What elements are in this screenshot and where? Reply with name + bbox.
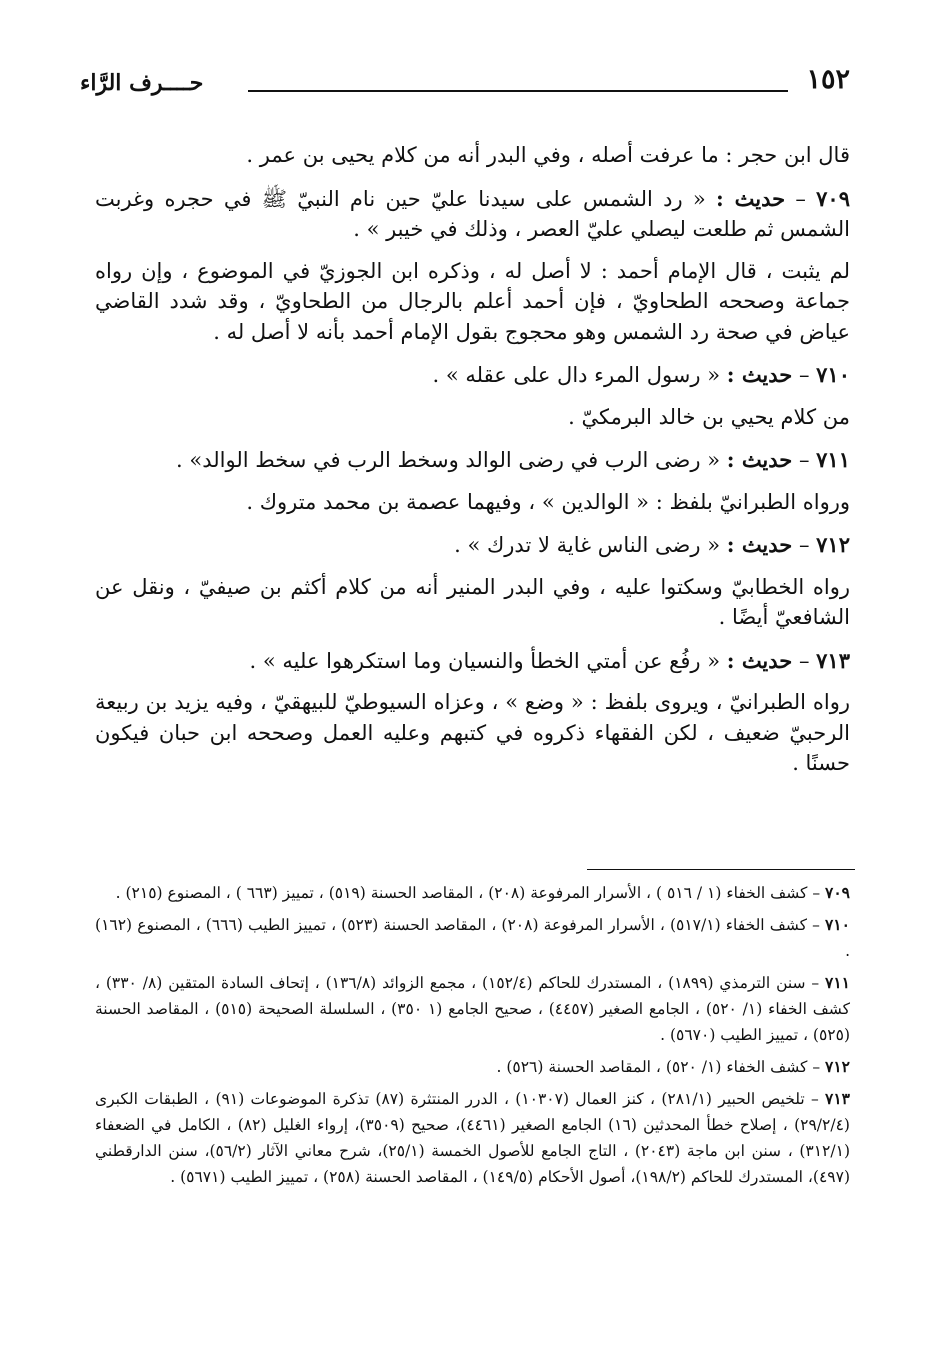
footnote-text: كشف الخفاء (٥١٧/١) ، الأسرار المرفوعة (٢٠٨) ، المقاصد الحسنة (٥٢٣) ، تمييز الطيب (٦٦٦) ، المصنوع (١٦٢) . [95, 916, 850, 960]
paragraph-text: ورواه الطبرانيّ بلفظ : « الوالدين » ، وفيهما عصمة بن محمد متروك . [246, 489, 850, 514]
hadith-number: ٧١٣ [816, 647, 850, 673]
footnote-separator [587, 869, 855, 870]
footnote: ٧١٢ – كشف الخفاء (١/ ٥٢٠) ، المقاصد الحسنة (٥٢٦) . [496, 1057, 850, 1076]
hadith-number: ٧١٠ [816, 362, 850, 387]
chapter-title: حــــرف الرَّاء [80, 70, 204, 96]
hadith-label: حديث : [715, 185, 786, 211]
hadith-text: « رسول المرء دال على عقله » . [432, 363, 721, 387]
footnote-text: سنن الترمذي (١٨٩٩) ، المستدرك للحاكم (١٥٢/٤) ، مجمع الزوائد (١٣٦/٨) ، إتحاف السادة المتقين (٨/ ٣٣٠) ، كشف الخفاء (١/ ٥٢٠) ، الجامع الصغير (٤٤٥٧) ، صحيح الجامع (١ ٣٥٠) ، السلسلة الصحيحة (٥١٥) ، المقاصد الحسنة (٥٢٥) ، تمييز الطيب (٥٦٧٠) . [95, 974, 851, 1044]
page-number: ١٥٢ [806, 64, 850, 95]
hadith-entry: ٧١٣ – حديث : « رفُع عن أمتي الخطأ والنسيان وما استكرهوا عليه » . [249, 647, 850, 673]
hadith-text: « رضى الرب في رضى الوالد وسخط الرب في سخط الوالد» . [176, 448, 721, 472]
main-text [95, 140, 850, 792]
paragraph [95, 140, 850, 171]
hadith-entry: ٧١١ – حديث : « رضى الرب في رضى الوالد وسخط الرب في سخط الوالد» . [176, 447, 850, 472]
footnote-text: كشف الخفاء (١ / ٥١٦ ) ، الأسرار المرفوعة (٢٠٨) ، المقاصد الحسنة (٥١٩) ، تمييز (٦٦٣ ) ، المصنوع (٢١٥) . [115, 884, 808, 902]
paragraph [95, 256, 850, 348]
footnote-number: ٧١٠ [824, 915, 850, 934]
hadith-text: « رد الشمس على سيدنا عليّ حين نام النبيّ ﷺ في حجره وغربت الشمس ثم طلعت ليصلي عليّ العصر ، وذلك في خيبر » . [95, 186, 850, 241]
hadith-text: « رضى الناس غاية لا تدرك » . [454, 533, 721, 557]
paragraph-text: لم يثبت ، قال الإمام أحمد : لا أصل له ، وذكره ابن الجوزيّ في الموضوع ، وإن رواه جماعة وصححه الطحاويّ ، فإن أحمد أعلم بالرجال من الطحاويّ ، وقد شدد القاضي عياض في صحة رد الشمس وهو محجوج بقول الإمام أحمد بأنه لا أصل له . [95, 258, 850, 344]
hadith-label: حديث : [726, 362, 793, 387]
footnote-number: ٧١٢ [825, 1057, 850, 1076]
hadith-entry: ٧٠٩ – حديث : « رد الشمس على سيدنا عليّ حين نام النبيّ ﷺ في حجره وغربت الشمس ثم طلعت ليصلي عليّ العصر ، وذلك في خيبر » . [95, 185, 850, 241]
footnote-number: ٧١٣ [825, 1089, 851, 1108]
paragraph-text: من كلام يحيي بن خالد البرمكيّ . [568, 404, 850, 429]
hadith-label: حديث : [726, 447, 793, 472]
hadith-label: حديث : [726, 532, 793, 557]
paragraph-text: رواه الخطابيّ وسكتوا عليه ، وفي البدر المنير أنه من كلام أكثم بن صيفيّ ، ونقل عن الشافعيّ أيضًا . [95, 574, 850, 629]
hadith-label: حديث : [726, 647, 793, 673]
paragraph-text: رواه الطبرانيّ ، ويروى بلفظ : « وضع » ، وعزاه السيوطيّ للبيهقيّ ، وفيه يزيد بن ربيعة الرحبيّ ضعيف ، لكن الفقهاء ذكروه في كتبهم وعليه العمل وصححه ابن حبان فيكون حسنًا . [95, 690, 850, 775]
paragraph [95, 402, 850, 433]
paragraph-text: قال ابن حجر : ما عرفت أصله ، وفي البدر أنه من كلام يحيى بن عمر . [246, 143, 850, 167]
footnote: ٧٠٩ – كشف الخفاء (١ / ٥١٦ ) ، الأسرار المرفوعة (٢٠٨) ، المقاصد الحسنة (٥١٩) ، تمييز (٦٦٣ ) ، المصنوع (٢١٥) . [115, 883, 850, 902]
footnotes [95, 880, 850, 1196]
footnote-text: تلخيص الحبير (٢٨١/١) ، كنز العمال (١٠٣٠٧) ، الدرر المنتثرة (٨٧) تذكرة الموضوعات (٩١) ، الطبقات الكبرى (٢٩/٢/٤) ، إصلاح خطأ المحدثين (١٦) الجامع الصغير (٤٤٦١)، صحيح (٣٥٠٩)، إرواء الغليل (٨٢) ، الكامل في الضعفاء (٣١٢/١) ، سنن ابن ماجة (٢٠٤٣) ، التاج الجامع للأصول الخمسة (٢٥/١)، شرح معاني الآثار (٥٦/٢)، سنن الدارقطني (٤٩٧)، المستدرك للحاكم (١٩٨/٢)، أصول الأحكام (١٤٩/٥) ، المقاصد الحسنة (٢٥٨) ، تمييز الطيب (٥٦٧١) . [95, 1090, 850, 1186]
hadith-entry: ٧١٠ – حديث : « رسول المرء دال على عقله » . [432, 362, 850, 387]
hadith-entry: ٧١٢ – حديث : « رضى الناس غاية لا تدرك » . [454, 532, 850, 557]
footnote: ٧١٠ – كشف الخفاء (٥١٧/١) ، الأسرار المرفوعة (٢٠٨) ، المقاصد الحسنة (٥٢٣) ، تمييز الطيب (٦٦٦) ، المصنوع (١٦٢) . [95, 915, 850, 960]
footnote: ٧١٣ – تلخيص الحبير (٢٨١/١) ، كنز العمال (١٠٣٠٧) ، الدرر المنتثرة (٨٧) تذكرة الموضوعات (٩١) ، الطبقات الكبرى (٢٩/٢/٤) ، إصلاح خطأ المحدثين (١٦) الجامع الصغير (٤٤٦١)، صحيح (٣٥٠٩)، إرواء الغليل (٨٢) ، الكامل في الضعفاء (٣١٢/١) ، سنن ابن ماجة (٢٠٤٣) ، التاج الجامع للأصول الخمسة (٢٥/١)، شرح معاني الآثار (٥٦/٢)، سنن الدارقطني (٤٩٧)، المستدرك للحاكم (١٩٨/٢)، أصول الأحكام (١٤٩/٥) ، المقاصد الحسنة (٢٥٨) ، تمييز الطيب (٥٦٧١) . [95, 1089, 851, 1186]
hadith-number: ٧١١ [816, 447, 850, 472]
page-header [80, 64, 850, 104]
footnote: ٧١١ – سنن الترمذي (١٨٩٩) ، المستدرك للحاكم (١٥٢/٤) ، مجمع الزوائد (١٣٦/٨) ، إتحاف السادة المتقين (٨/ ٣٣٠) ، كشف الخفاء (١/ ٥٢٠) ، الجامع الصغير (٤٤٥٧) ، صحيح الجامع (١ ٣٥٠) ، السلسلة الصحيحة (٥١٥) ، المقاصد الحسنة (٥٢٥) ، تمييز الطيب (٥٦٧٠) . [95, 973, 851, 1044]
paragraph [95, 687, 850, 779]
hadith-text: « رفُع عن أمتي الخطأ والنسيان وما استكرهوا عليه » . [249, 648, 721, 673]
hadith-number: ٧٠٩ [816, 185, 850, 211]
hadith-number: ٧١٢ [816, 532, 850, 557]
footnote-text: كشف الخفاء (١/ ٥٢٠) ، المقاصد الحسنة (٥٢٦) . [496, 1058, 808, 1076]
footnote-number: ٧١١ [825, 973, 850, 992]
paragraph [95, 572, 850, 633]
paragraph [95, 487, 850, 518]
header-rule [248, 90, 788, 92]
footnote-number: ٧٠٩ [825, 883, 850, 902]
